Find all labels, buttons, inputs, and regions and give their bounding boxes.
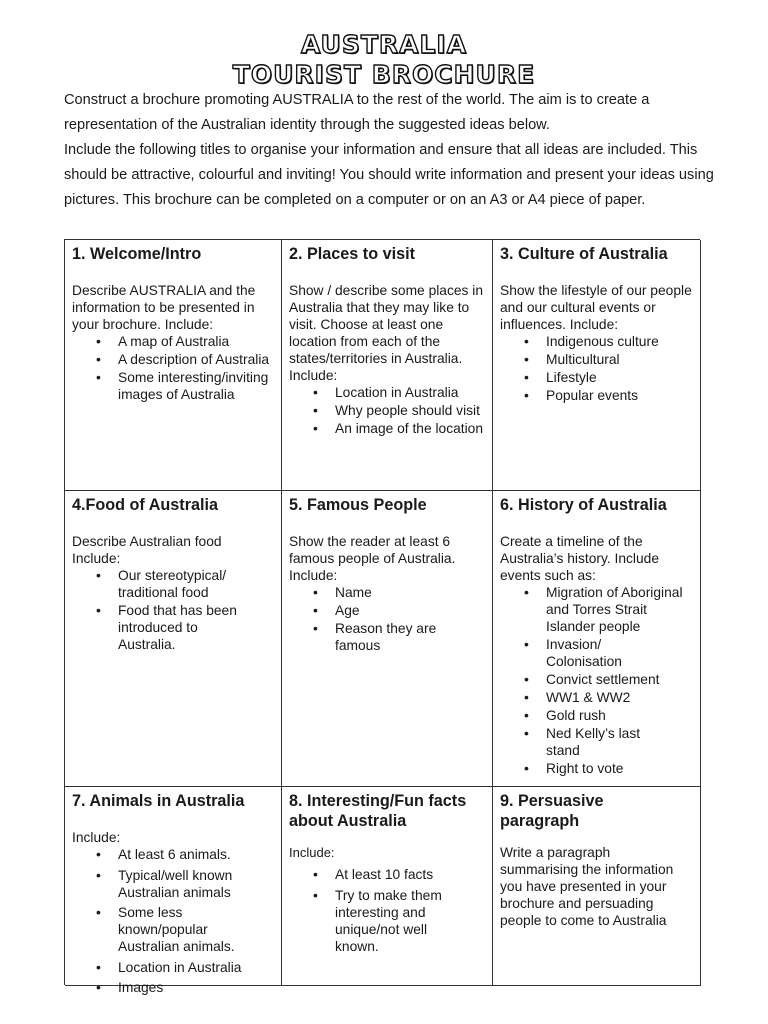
list-item: • Try to make them interesting and unique/not well known.: [335, 887, 465, 955]
list-item: • Multicultural: [546, 351, 694, 368]
section-heading: 8. Interesting/Fun facts about Australia: [289, 792, 467, 830]
section-list: [500, 584, 696, 777]
title-line-1: AUSTRALIA: [300, 30, 468, 59]
section-animals-in-australia: [65, 787, 282, 995]
section-persuasive-paragraph: [493, 787, 701, 986]
section-list: [289, 866, 465, 955]
section-description: Describe Australian food Include:: [72, 534, 222, 566]
list-item: • Name: [335, 584, 455, 601]
section-welcome-intro: [65, 240, 282, 491]
section-description: Include:: [289, 845, 335, 860]
list-item: • An image of the location: [335, 420, 486, 437]
list-item: • At least 10 facts: [335, 866, 465, 883]
title-line-2: TOURIST BROCHURE: [232, 60, 536, 89]
section-heading: 3. Culture of Australia: [500, 245, 668, 263]
section-interesting-fun-facts: [282, 787, 493, 986]
list-item: • Typical/well known Australian animals: [118, 867, 268, 901]
section-list: [72, 333, 275, 403]
list-item: • A description of Australia: [118, 351, 275, 368]
list-item: • Our stereotypical/ traditional food: [118, 567, 258, 601]
section-description: Show the lifestyle of our people and our cultural events or influences. Include:: [500, 283, 692, 332]
section-description: Include:: [72, 830, 121, 845]
section-famous-people: [282, 491, 493, 787]
section-description: Write a paragraph summarising the information you have presented in your brochure and persuading people to come to Australia: [500, 845, 674, 928]
section-list: [72, 567, 258, 653]
list-item: • Ned Kelly’s last stand: [546, 725, 656, 759]
list-item: • Why people should visit: [335, 402, 486, 419]
list-item: • Convict settlement: [546, 671, 696, 688]
section-places-to-visit: [282, 240, 493, 491]
section-description: Describe AUSTRALIA and the information to be presented in your brochure. Include:: [72, 283, 256, 332]
list-item: • Lifestyle: [546, 369, 694, 386]
list-item: • Popular events: [546, 387, 694, 404]
list-item: • At least 6 animals.: [118, 846, 268, 863]
list-item: • Invasion/ Colonisation: [546, 636, 636, 670]
intro-text: [64, 88, 714, 213]
sections-table: [64, 239, 700, 995]
list-item: • Right to vote: [546, 760, 696, 777]
section-description: Show / describe some places in Australia that they may like to visit. Choose at least one location from each of the states/territories in Australia. Include:: [289, 283, 484, 383]
list-item: • Location in Australia: [335, 384, 486, 401]
intro-paragraph: Construct a brochure promoting AUSTRALIA to the rest of the world. The aim is to create a representation of the Australian identity through the suggested ideas below.: [64, 92, 650, 133]
section-list: [289, 384, 486, 437]
list-item: • Gold rush: [546, 707, 696, 724]
section-heading: 9. Persuasive paragraph: [500, 792, 604, 830]
section-description: Show the reader at least 6 famous people of Australia. Include:: [289, 534, 456, 583]
section-list: [72, 846, 268, 996]
list-item: • Food that has been introduced to Australia.: [118, 602, 258, 653]
section-list: [500, 333, 694, 404]
section-history-of-australia: [493, 491, 701, 787]
list-item: • Images: [118, 979, 268, 996]
section-heading: 5. Famous People: [289, 496, 427, 514]
section-heading: 4.Food of Australia: [72, 496, 218, 514]
section-heading: 1. Welcome/Intro: [72, 245, 202, 263]
section-heading: 6. History of Australia: [500, 496, 667, 514]
list-item: • Reason they are famous: [335, 620, 455, 654]
list-item: • Some interesting/inviting images of Australia: [118, 369, 275, 403]
section-culture-of-australia: [493, 240, 701, 491]
intro-paragraph: Include the following titles to organise your information and ensure that all ideas are included. This should be attractive, colourful and inviting! You should write information and present your ideas using pictures. This brochure can be completed on a computer or on an A3 or A4 piece of paper.: [64, 142, 714, 208]
list-item: • WW1 & WW2: [546, 689, 696, 706]
list-item: • Migration of Aboriginal and Torres Strait Islander people: [546, 584, 696, 635]
list-item: • Location in Australia: [118, 959, 268, 976]
list-item: • Age: [335, 602, 455, 619]
section-heading: 7. Animals in Australia: [72, 792, 245, 810]
list-item: • A map of Australia: [118, 333, 275, 350]
section-list: [289, 584, 455, 654]
section-heading: 2. Places to visit: [289, 245, 415, 263]
section-food-of-australia: [65, 491, 282, 787]
list-item: • Indigenous culture: [546, 333, 694, 350]
section-description: Create a timeline of the Australia’s history. Include events such as:: [500, 534, 659, 583]
list-item: • Some less known/popular Australian animals.: [118, 904, 268, 955]
